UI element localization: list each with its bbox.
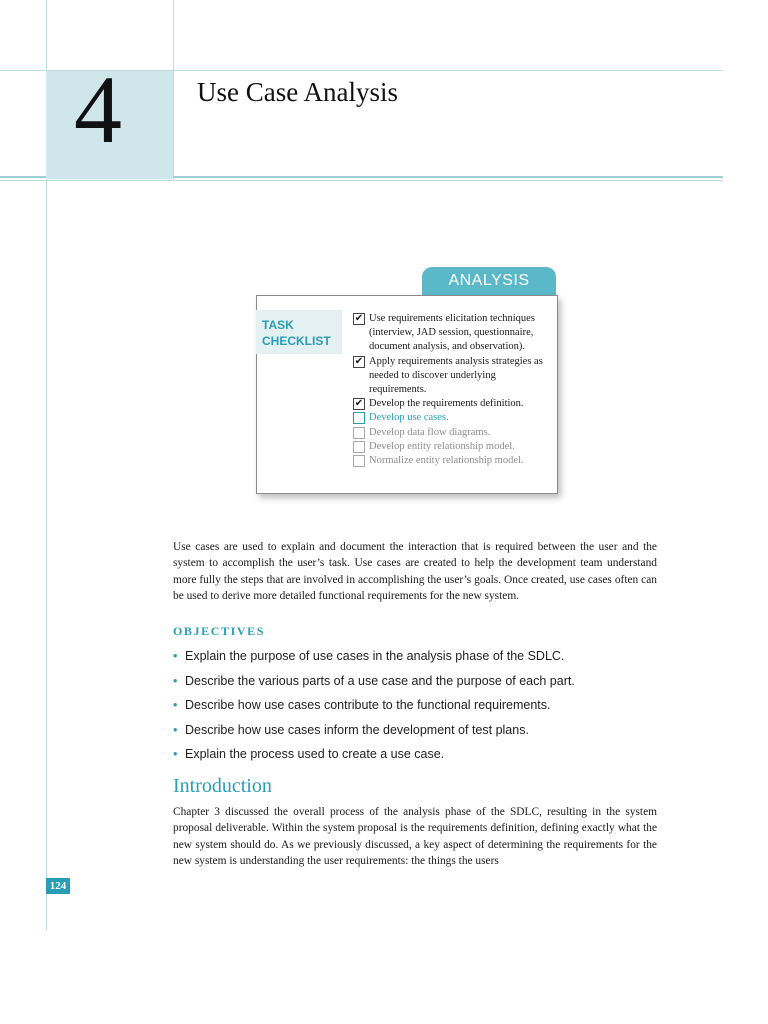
objective-text: Describe how use cases contribute to the functional requirements. xyxy=(185,698,551,713)
phase-tab: ANALYSIS xyxy=(422,267,556,295)
chapter-column-line xyxy=(173,0,174,180)
objective-text: Explain the purpose of use cases in the analysis phase of the SDLC. xyxy=(185,649,565,663)
objective-text: Describe how use cases inform the development of test plans. xyxy=(185,722,529,737)
checklist-item xyxy=(353,440,553,454)
unchecked-box-icon xyxy=(353,412,365,424)
task-label-line2: CHECKLIST xyxy=(262,334,331,348)
unchecked-box-icon xyxy=(353,455,365,467)
bullet-icon: • xyxy=(173,673,178,688)
chapter-title: Use Case Analysis xyxy=(197,77,398,107)
checklist-item-text: Develop the requirements definition. xyxy=(369,398,524,410)
checklist-item-text: Use requirements elicitation techniques (interview, JAD session, questionnaire, document analysis, and observation). xyxy=(369,313,535,353)
introduction-heading: Introduction xyxy=(173,775,272,797)
objective-text: Describe the various parts of a use case and the purpose of each part. xyxy=(185,673,575,688)
page-number: 124 xyxy=(46,878,70,894)
intro-paragraph: Use cases are used to explain and document the interaction that is required between the user and the system to accomplish the user’s task. Use cases are created to help the development team understand more fully the steps that are involved in accomplishing the user’s goals. Once created, use cases often can be used to derive more detailed functional requirements for the new system. xyxy=(173,541,657,603)
checklist-item xyxy=(353,411,553,425)
chapter-number: 4 xyxy=(74,56,122,163)
unchecked-box-icon xyxy=(353,427,365,439)
checked-box-icon: ✔ xyxy=(354,313,364,324)
bullet-icon: • xyxy=(173,698,178,713)
objective-item xyxy=(173,718,673,743)
objective-text: Explain the process used to create a use case. xyxy=(185,747,445,762)
checklist-item-text: Develop entity relationship model. xyxy=(369,440,515,452)
task-checklist-label xyxy=(262,317,342,349)
objectives-list xyxy=(173,644,673,767)
header-bottom-rule-thin xyxy=(0,180,723,181)
checklist-item xyxy=(353,397,553,411)
checklist-item xyxy=(353,454,553,468)
bullet-icon: • xyxy=(173,649,178,663)
checklist-item xyxy=(353,355,553,398)
checklist-item-text: Develop data flow diagrams. xyxy=(369,426,491,438)
checked-box-icon: ✔ xyxy=(354,355,364,367)
task-checklist xyxy=(353,312,553,468)
objective-item xyxy=(173,669,673,694)
objectives-heading: OBJECTIVES xyxy=(173,624,266,638)
checklist-item xyxy=(353,426,553,440)
checklist-item-text: Apply requirements analysis strategies as needed to discover underlying requirements. xyxy=(369,355,543,396)
checklist-item xyxy=(353,312,553,355)
bullet-icon: • xyxy=(173,722,178,737)
objective-item xyxy=(173,742,673,767)
checklist-item-text: Normalize entity relationship model. xyxy=(369,455,524,467)
checklist-item-text: Develop use cases. xyxy=(369,412,449,424)
checked-box-icon: ✔ xyxy=(354,398,364,410)
unchecked-box-icon xyxy=(353,441,365,453)
task-label-line1: TASK xyxy=(262,318,294,332)
introduction-paragraph: Chapter 3 discussed the overall process of the analysis phase of the SDLC, resulting in the system proposal deliverable. Within the system proposal is the requirements definition, defining exactly what the new system should do. As we previously discussed, a key aspect of determining the requirements for the new system is understanding the user requirements: the things the users xyxy=(173,806,657,868)
bullet-icon: • xyxy=(173,747,178,762)
objective-item xyxy=(173,693,673,718)
objective-item xyxy=(173,644,673,669)
